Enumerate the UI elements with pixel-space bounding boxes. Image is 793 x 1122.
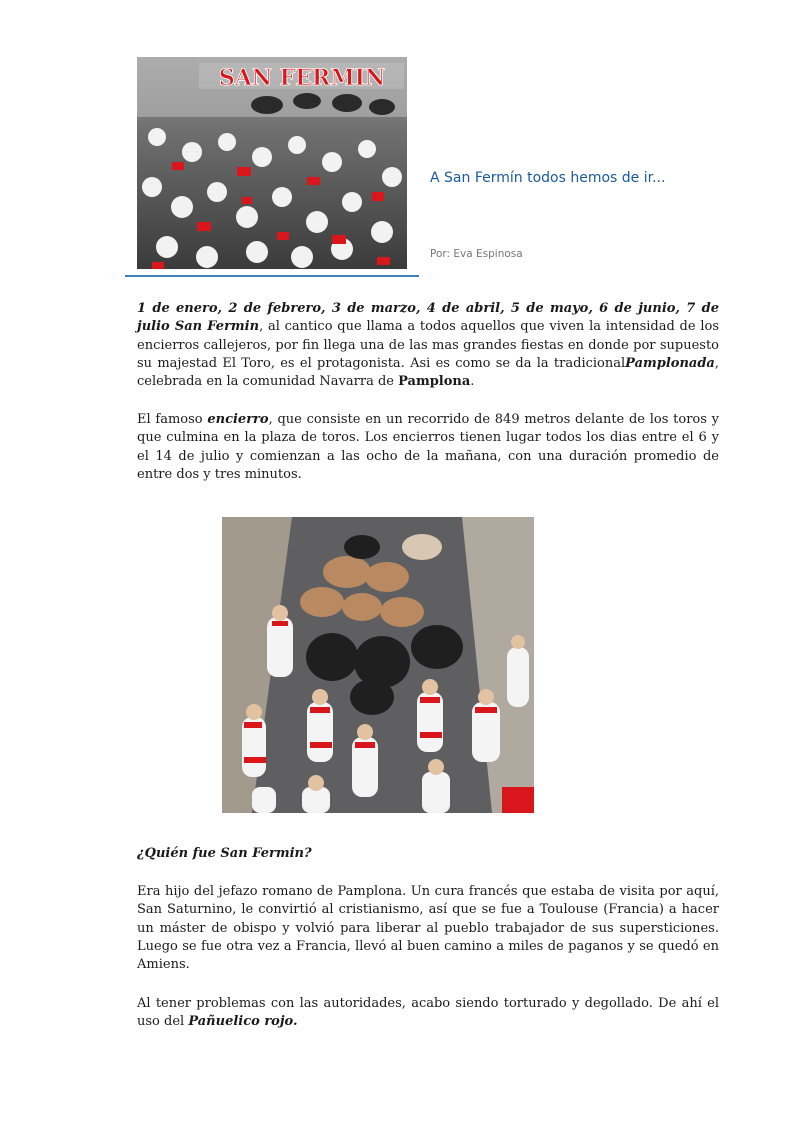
byline: Por: Eva Espinosa (430, 248, 523, 260)
biography-paragraph: Era hijo del jefazo romano de Pamplona. Un cura francés que estaba de visita por aquí, San Saturnino, le convirtió al cristianismo, así que se fue a Toulouse (Francia) a hacer un máster de obispo y volvió para liberar al pueblo trabajador de sus supersticiones. Luego se fue otra vez a Francia, llevó al buen camino a miles de paganos y se quedó en Amiens. (137, 884, 719, 973)
dates-text: 1 de enero, 2 de febrero, 3 de marzo, 4 de abril, 5 de mayo, 6 de junio, 7 de julio San Fermin (137, 301, 719, 335)
intro-paragraph (137, 300, 719, 391)
banner-text: SAN FERMIN (218, 65, 386, 91)
header-divider (125, 275, 419, 277)
encierro-term: encierro (207, 412, 269, 427)
encierro-text-2: , que consiste en un recorrido de 849 metros delante de los toros y que culmina en la plaza de toros. Los encierros tienen lugar todos los dias entre el 6 y el 14 de julio y comienzan a las ocho de la mañana, con una duración promedio de entre dos y tres minutos. (137, 412, 719, 482)
pamplona-term: Pamplona (398, 374, 471, 390)
intro-text-3: . (470, 374, 475, 390)
pamplonada-term: Pamplonada (625, 355, 715, 371)
encierro-text-1: El famoso (137, 412, 208, 427)
section-heading: ¿Quién fue San Fermin? (137, 846, 312, 861)
encierro-paragraph (137, 411, 719, 484)
intro-text-2: , celebrada en la comunidad Navarra de (137, 355, 719, 390)
panuelico-term: Pañuelico rojo. (188, 1014, 298, 1030)
intro-text-1: , al cantico que llama a todos aquellos que viven la intensidad de los encierros callejeros, por fin llega una de las mas grandes fiestas en donde por supuesto su majestad El Toro, es el protagonista. Asi es como se da la tradicional (137, 319, 719, 371)
crowd-photo-illustration (137, 57, 407, 269)
page-title: A San Fermín todos hemos de ir... (430, 170, 666, 186)
header-photo (137, 57, 407, 269)
bulls-photo-illustration (222, 517, 534, 813)
panuelico-text: Al tener problemas con las autoridades, acabo siendo torturado y degollado. De ahí el uso del (137, 996, 719, 1030)
encierro-photo (222, 517, 534, 813)
panuelico-paragraph (137, 995, 719, 1032)
